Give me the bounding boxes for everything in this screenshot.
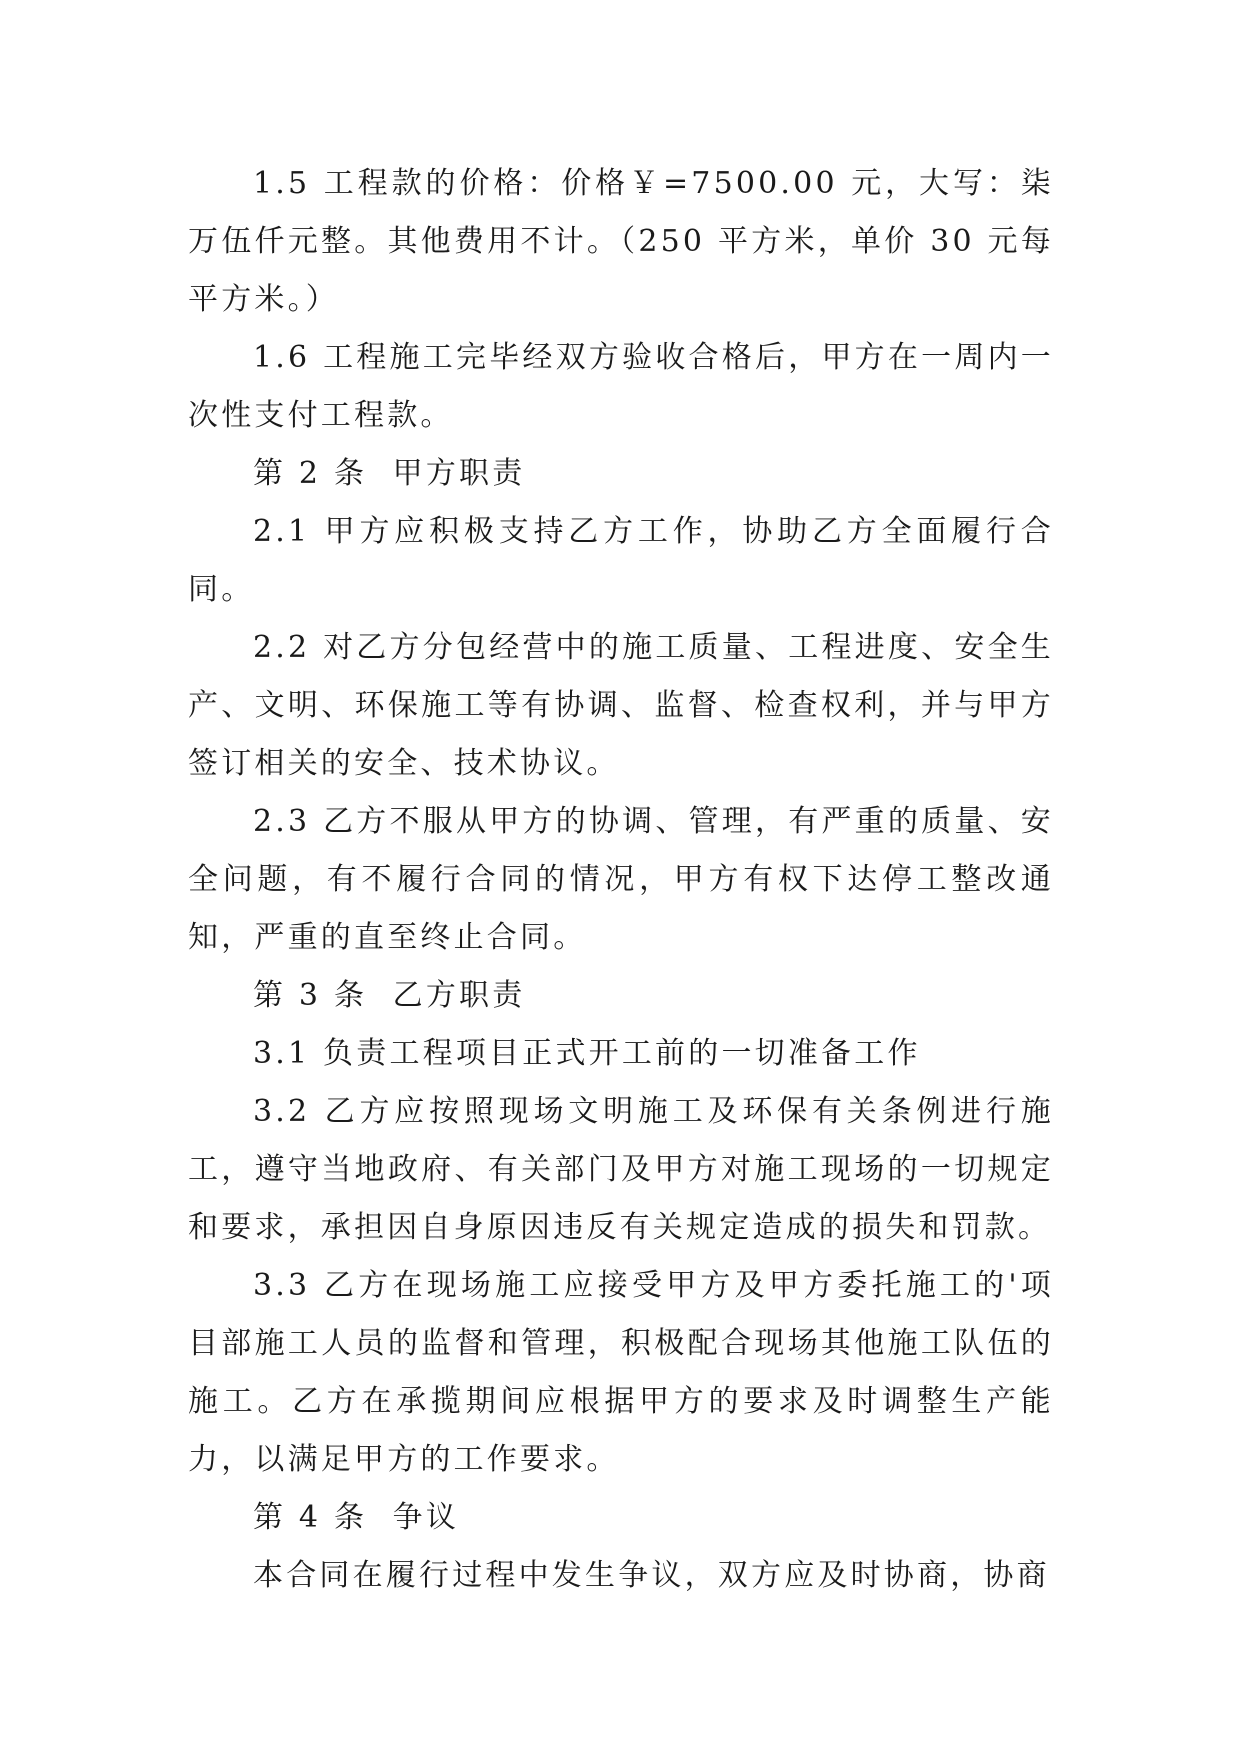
document-body bbox=[188, 155, 1054, 1605]
clause-1-6-payment: 1.6 工程施工完毕经双方验收合格后，甲方在一周内一次性支付工程款。 bbox=[188, 340, 1054, 433]
article-3-heading: 第 3 条 乙方职责 bbox=[253, 978, 526, 1013]
clause-3-2: 3.2 乙方应按照现场文明施工及环保有关条例进行施工，遵守当地政府、有关部门及甲方对施工现场的一切规定和要求，承担因自身原因违反有关规定造成的损失和罚款。 bbox=[188, 1094, 1054, 1245]
clause-3-1: 3.1 负责工程项目正式开工前的一切准备工作 bbox=[253, 1036, 921, 1071]
clause-3-3: 3.3 乙方在现场施工应接受甲方及甲方委托施工的'项目部施工人员的监督和管理，积极配合现场其他施工队伍的施工。乙方在承揽期间应根据甲方的要求及时调整生产能力，以满足甲方的工作要求。 bbox=[188, 1268, 1054, 1477]
clause-2-2: 2.2 对乙方分包经营中的施工质量、工程进度、安全生产、文明、环保施工等有协调、监督、检查权利，并与甲方签订相关的安全、技术协议。 bbox=[188, 630, 1054, 781]
clause-2-3: 2.3 乙方不服从甲方的协调、管理，有严重的质量、安全问题，有不履行合同的情况，甲方有权下达停工整改通知，严重的直至终止合同。 bbox=[188, 804, 1054, 955]
article-4-heading: 第 4 条 争议 bbox=[253, 1500, 460, 1535]
clause-2-1: 2.1 甲方应积极支持乙方工作，协助乙方全面履行合同。 bbox=[188, 514, 1054, 607]
article-2-heading: 第 2 条 甲方职责 bbox=[253, 456, 526, 491]
clause-1-5-price: 1.5 工程款的价格：价格￥=7500.00 元，大写：柒万伍仟元整。其他费用不计。（250 平方米，单价 30 元每平方米。） bbox=[188, 166, 1054, 317]
article-4-body: 本合同在履行过程中发生争议，双方应及时协商，协商 bbox=[253, 1558, 1050, 1593]
